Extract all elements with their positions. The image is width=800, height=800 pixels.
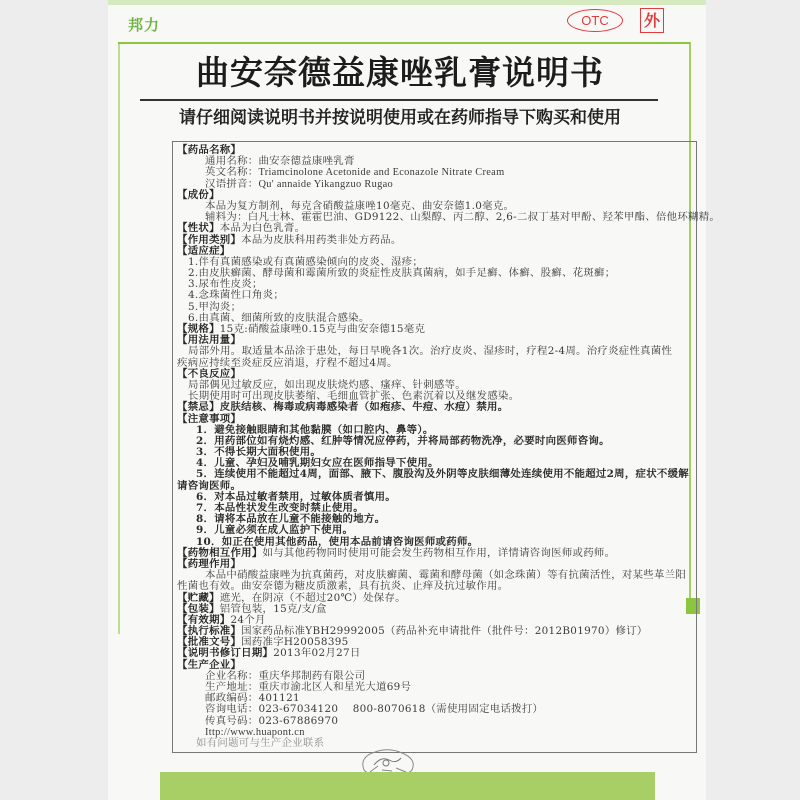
generic-name-line: 通用名称：曲安奈德益康唑乳膏 <box>205 155 355 168</box>
title-underline <box>140 99 658 101</box>
dosage-line: 疾病应持续至炎症反应消退，疗程不超过4周。 <box>177 356 398 369</box>
precaution-item: 2．用药部位如有烧灼感、红肿等情况应停药，并将局部药物洗净，必要时向医师咨询。 <box>196 434 610 447</box>
indication-item: 5.甲沟炎； <box>188 300 242 313</box>
appearance-text: 本品为白色乳膏。 <box>219 222 306 235</box>
left-green-border <box>118 42 120 634</box>
precaution-item: 1．避免接触眼睛和其他黏膜（如口腔内、鼻等）。 <box>196 423 434 436</box>
fax-line: 传真号码：023-67886970 <box>205 714 339 727</box>
interactions-row <box>177 548 696 559</box>
manufacturer-name-line: 企业名称：重庆华邦制药有限公司 <box>205 669 366 682</box>
precaution-item: 9．儿童必须在成人监护下使用。 <box>196 524 354 537</box>
precaution-item: 5．连续使用不能超过4周，面部、腋下、腹股沟及外阴等皮肤细薄处连续使用不能超过2周，症状不缓解 <box>196 468 689 481</box>
indication-item: 2.由皮肤癣菌、酵母菌和霉菌所致的炎症性皮肤真菌病，如手足癣、体癣、股癣、花斑癣； <box>188 267 616 280</box>
storage-text: 遮光，在阴凉（不超过20℃）处保存。 <box>219 591 406 604</box>
manufacturer-header: 【生产企业】 <box>177 658 242 671</box>
precaution-item: 6．对本品过敏者禁用，过敏体质者慎用。 <box>196 490 396 503</box>
indications-header: 【适应症】 <box>177 244 231 257</box>
drug-name-header: 【药品名称】 <box>177 144 242 156</box>
pharmacology-line: 本品中硝酸益康唑为抗真菌药，对皮肤癣菌、霉菌和酵母菌（如念珠菌）等有抗菌活性，对某些革兰阳 <box>205 569 687 582</box>
document-title: 曲安奈德益康唑乳膏说明书 <box>196 53 604 92</box>
contraindications-text: 皮肤结核、梅毒或病毒感染者（如疱疹、牛痘、水痘）禁用。 <box>219 401 509 414</box>
header-green-rule <box>118 42 690 44</box>
precaution-item-continued: 请咨询医师。 <box>177 479 242 492</box>
validity-header: 【有效期】 <box>177 613 231 626</box>
bottom-green-band <box>160 772 655 800</box>
composition-line: 本品为复方制剂，每克含硝酸益康唑10毫克、曲安奈德1.0毫克。 <box>205 199 515 212</box>
package-header: 【包装】 <box>177 602 220 615</box>
indication-item: 3.尿布性皮炎； <box>188 278 263 291</box>
instruction-content-box <box>172 141 721 753</box>
otc-mark: OTC <box>567 9 623 32</box>
precaution-item: 8．请将本品放在儿童不能接触的地方。 <box>196 513 386 526</box>
approval-header: 【批准文号】 <box>177 636 242 649</box>
precaution-item: 3．不得长期大面积使用。 <box>196 446 322 459</box>
standard-text: 国家药品标准YBH29992005（药品补充申请批件（批件号：2012B01970）修订） <box>241 625 648 638</box>
revision-text: 2013年02月27日 <box>273 647 361 660</box>
precaution-item: 10．如正在使用其他药品，使用本品前请咨询医师或药师。 <box>196 535 479 548</box>
dosage-line: 局部外用。取适量本品涂于患处，每日早晚各1次。治疗皮炎、湿疹时，疗程2-4周。治疗炎症性真菌性 <box>188 345 673 358</box>
postal-code-line: 邮政编码：401121 <box>205 692 300 705</box>
dosage-header: 【用法用量】 <box>177 334 242 347</box>
composition-header: 【成份】 <box>177 188 220 201</box>
precaution-item: 4．儿童、孕妇及哺乳期妇女应在医师指导下使用。 <box>196 457 439 470</box>
website-line: Ittp://www.huapont.cn <box>205 726 305 738</box>
appearance-header: 【性状】 <box>177 222 220 235</box>
manufacturer-address-line: 生产地址：重庆市渝北区人和星光大道69号 <box>205 681 412 693</box>
specification-row <box>177 324 696 335</box>
adverse-reaction-line: 长期使用时可出现皮肤萎缩、毛细血管扩张、色素沉着以及继发感染。 <box>188 390 520 403</box>
revision-header: 【说明书修订日期】 <box>177 647 274 660</box>
precautions-header: 【注意事项】 <box>177 412 242 425</box>
storage-header: 【贮藏】 <box>177 591 220 604</box>
precaution-item: 7．本品性状发生改变时禁止使用。 <box>196 502 364 514</box>
indication-item: 1.伴有真菌感染或有真菌感染倾向的皮炎、湿疹； <box>188 255 424 268</box>
indication-item: 4.念珠菌性口角炎； <box>188 289 285 302</box>
specification-text: 15克:硝酸益康唑0.15克与曲安奈德15毫克 <box>219 323 426 335</box>
contact-note: 如有问题可与生产企业联系 <box>196 736 325 749</box>
specification-header: 【规格】 <box>177 323 220 335</box>
hotline-line: 咨询电话：023-67034120 800-8070618（需使用固定电话拨打） <box>205 703 544 716</box>
package-text: 铝管包装，15克/支/盒 <box>219 602 327 615</box>
brand-logo: 邦力 <box>128 16 161 34</box>
category-header: 【作用类别】 <box>177 233 242 246</box>
interactions-text: 如与其他药物同时使用可能会发生药物相互作用，详情请咨询医师或药师。 <box>262 546 616 559</box>
top-green-strip <box>108 0 706 5</box>
excipients-line: 辅料为：白凡士林、霍霍巴油、GD9122、山梨醇、丙二醇、2,6-二叔丁基对甲酚、羟苯甲酯、倍他环糊精。 <box>205 211 721 224</box>
contraindications-row <box>177 402 696 413</box>
standard-header: 【执行标准】 <box>177 625 242 638</box>
revision-row <box>177 648 696 659</box>
english-name-line: 英文名称：Triamcinolone Acetonide and Econazole Nitrate Cream <box>205 167 505 179</box>
category-row <box>177 235 696 246</box>
pharmacology-line: 性菌也有效。曲安奈德为糖皮质激素，具有抗炎、止痒及抗过敏作用。 <box>177 580 509 593</box>
interactions-header: 【药物相互作用】 <box>177 546 263 559</box>
contraindications-header: 【禁忌】 <box>177 401 220 414</box>
external-use-mark: 外 <box>640 8 664 33</box>
reading-notice: 请仔细阅读说明书并按说明使用或在药师指导下购买和使用 <box>179 108 621 128</box>
category-text: 本品为皮肤科用药类非处方药品。 <box>241 233 402 246</box>
pinyin-name-line: 汉语拼音：Qu' annaide Yikangzuo Rugao <box>205 178 393 190</box>
adverse-reaction-line: 局部偶见过敏反应，如出现皮肤烧灼感、瘙痒、针刺感等。 <box>188 378 466 391</box>
pharmacology-header: 【药理作用】 <box>177 557 242 570</box>
validity-text: 24个月 <box>230 613 266 626</box>
approval-text: 国药准字H20058395 <box>241 636 349 649</box>
adverse-reactions-header: 【不良反应】 <box>177 367 242 380</box>
indication-item: 6.由真菌、细菌所致的皮肤混合感染。 <box>188 311 370 324</box>
